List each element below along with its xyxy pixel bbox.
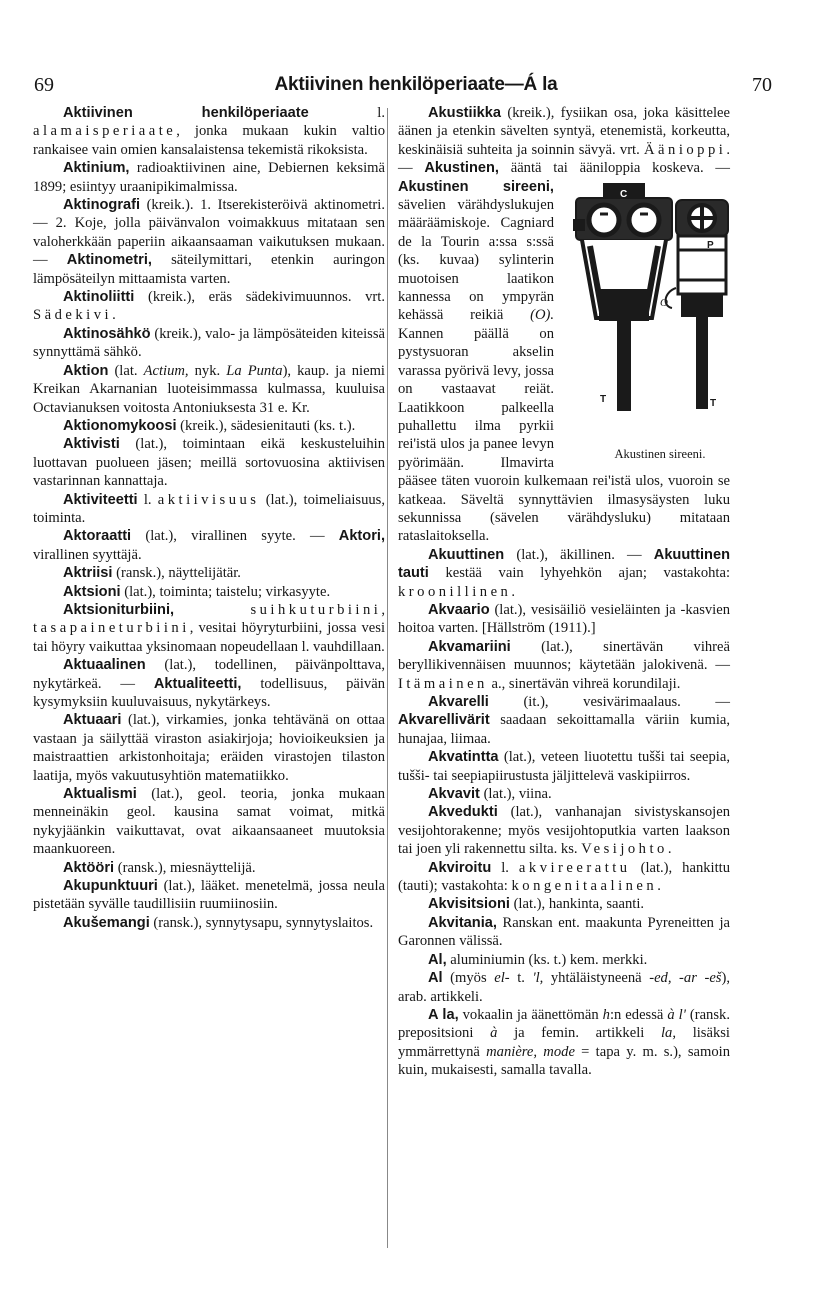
entry-subheadword: Akvarellivärit — [398, 712, 490, 729]
entry-text — [174, 602, 250, 618]
dictionary-entry — [398, 104, 730, 546]
entry-headword: Akvisitsioni — [428, 896, 510, 913]
dictionary-entry — [398, 785, 730, 803]
entry-text: (lat.), äkillinen. — — [504, 546, 654, 563]
entry-subheadword: Aktualiteetti, — [153, 675, 242, 692]
dictionary-entry — [33, 877, 385, 914]
entry-text: (lat.), hankittu (tauti); vastakohta: — [398, 859, 731, 895]
dictionary-entry — [33, 656, 385, 711]
entry-headword: Aktivisti — [63, 436, 120, 453]
entry-italic-term: (O). — [530, 307, 554, 324]
entry-spaced-term: Äänioppi — [644, 141, 727, 158]
entry-text: . — [657, 878, 661, 895]
entry-text: l. — [137, 491, 158, 508]
dictionary-entry — [33, 104, 385, 159]
entry-italic-term: la, — [661, 1025, 676, 1042]
entry-text: yhtäläistyneenä — [543, 970, 650, 987]
dictionary-entry — [33, 564, 385, 582]
entry-text: radioaktiivinen aine, Debiernen keksimä 1899; esiintyy uraanipikimalmissa. — [33, 160, 385, 195]
entry-text: (lat.), viina. — [479, 786, 552, 803]
dictionary-entry — [33, 362, 385, 417]
entry-text: (ransk.), näyttelijätär. — [112, 565, 241, 582]
entry-text: vokaalin ja äänettömän — [458, 1006, 603, 1023]
entry-italic-term: Actium, — [143, 362, 189, 379]
entry-text: (ransk.), miesnäyttelijä. — [114, 859, 256, 876]
entry-subheadword: Aktori, — [338, 528, 385, 545]
left-column — [33, 104, 385, 932]
entry-text: (it.), vesivärimaalaus. — — [488, 694, 730, 710]
entry-headword: Akuuttinen — [428, 546, 505, 563]
entry-headword: Aktiviteetti — [63, 491, 138, 508]
entry-spaced-term: alamaisperiaate — [33, 123, 177, 140]
dictionary-entry — [33, 601, 385, 656]
entry-text: (lat.), vanhanajan sivistyskansojen vesijohtorakenne; myös vesijohtoputkia varten laakson tai joen yli rakennettu silta. ks. — [398, 804, 730, 858]
column-divider — [387, 108, 388, 1248]
entry-headword: Al, — [428, 951, 447, 968]
entry-italic-term: à — [490, 1025, 498, 1042]
entry-text: saadaan sekoittamalla väriin kumia, hunajaa, liimaa. — [398, 712, 730, 747]
entry-text: (ransk.), synnytysapu, synnytyslaitos. — [149, 914, 374, 931]
entry-text: (lat.), todellinen, päivänpolttava, nykytärkeä. — — [33, 657, 385, 692]
dictionary-entry — [33, 159, 385, 196]
dictionary-entry — [33, 785, 385, 859]
entry-text: ), kaup. ja niemi Kreikan Akarnanian luoteisimmassa kulmassa, kuuluisa Octavianuksen voitosta Antoniuksesta 31 e. Kr. — [33, 362, 385, 416]
entry-headword: Aktualismi — [63, 786, 137, 803]
figure-label-o: O — [660, 296, 668, 309]
entry-text: , jonka mukaan kukin valtio rankaisee vain omien kansalaistensa tekemistä rikoksista. — [33, 123, 385, 158]
entry-text: (kreik.). 1. Itserekisteröivä aktinometri. — 2. Koje, jolla päivänvalon voimakkuus mitataan sen valoherkkään paperiin aikaansaaman vaikutuksen mukaan. — — [33, 197, 385, 269]
entry-headword: Akvamariini — [428, 638, 511, 655]
dictionary-entry — [33, 435, 385, 490]
entry-spaced-term: tasapaineturbiini — [33, 620, 190, 637]
running-header-title: Aktiivinen henkilöperiaate—Á la — [274, 74, 558, 95]
dictionary-entry — [33, 417, 385, 435]
entry-text: = tapa y. m. s.), samoin kuin, mukaisesti, samalla tavalla. — [398, 1043, 730, 1079]
entry-spaced-term: kongenitaalinen — [511, 878, 658, 895]
entry-text: l. — [491, 859, 519, 876]
dictionary-entry — [398, 803, 730, 858]
entry-spaced-term: aktiivisuus — [157, 491, 260, 508]
entry-text: (lat.), lääket. menetelmä, jossa neula pistetään syvälle taudillisiin ruumiinosiin. — [33, 878, 385, 913]
entry-headword: Aktionomykoosi — [63, 417, 177, 434]
dictionary-entry — [33, 491, 385, 528]
entry-italic-term: h — [602, 1006, 610, 1023]
dictionary-entry — [33, 325, 385, 362]
entry-headword: Aktoraatti — [63, 528, 132, 545]
entry-headword: Aktsioniturbiini, — [63, 601, 175, 618]
entry-italic-term: 'l, — [532, 970, 544, 987]
dictionary-entry — [33, 711, 385, 785]
entry-text: . — [667, 841, 672, 858]
entry-headword: Akvedukti — [428, 804, 498, 821]
entry-text: (lat.), veteen liuotettu tušši tai seepia, tušši- tai seepiapiirustusta jäljittelevä vaskipiirros. — [398, 749, 730, 784]
dictionary-entry — [398, 969, 730, 1006]
dictionary-entry — [398, 914, 730, 951]
dictionary-entry — [33, 527, 385, 564]
entry-subheadword: Aktinometri, — [66, 252, 152, 269]
entry-text: (lat.), toiminta; taistelu; virkasyyte. — [120, 583, 331, 600]
dictionary-entry — [33, 914, 385, 932]
entry-text: . — [112, 307, 116, 324]
entry-headword: Akustiikka — [428, 105, 502, 121]
dictionary-entry — [33, 288, 385, 325]
entry-text: (lat.), virkamies, jonka tehtävänä on ottaa vastaan ja säilyttää viraston asiakirjoja; hovioikeuksien ja maistraattien arkistonhoitaja; eräiden virastojen tilaston laatija, myös vakuutusyhtiön matematiikko. — [33, 712, 385, 784]
entry-italic-term: el- — [494, 970, 510, 987]
entry-text: (lat.), hankinta, saanti. — [509, 896, 645, 913]
entry-text: Ranskan ent. maakunta Pyreneitten ja Garonnen välissä. — [398, 914, 730, 950]
entry-text: (ransk. prepositsioni — [398, 1006, 730, 1042]
entry-italic-term: La Punta — [226, 362, 283, 379]
entry-italic-term: -ed, -ar -eš — [649, 970, 722, 987]
dictionary-entry — [398, 546, 730, 601]
entry-text: (kreik.), valo- ja lämpösäteiden kiteissä synnyttämä sähkö. — [33, 325, 385, 361]
entry-text: (myös — [442, 970, 495, 987]
entry-text: , vesitai höyryturbiini, jossa vesi tai höyry vaikuttaa yksinomaan nopeudellaan l. vauhdillaan. — [33, 620, 385, 655]
entry-spaced-term: suihkuturbiini — [250, 601, 382, 618]
entry-text: (kreik.), fysiikan osa, joka käsittelee äänen ja etenkin sävelten syntyä, etenemistä, korkeutta, keskinäisiä suhteita ja soinnin sävyä. vrt. — [398, 105, 730, 158]
entry-text: (lat.), sinertävän vihreä beryllikivennäisen muunnos; käytetään jalokivenä. — — [398, 638, 730, 674]
entry-text: sävelien värähdyslukujen määräämiskoje. Cagniard de la Tourin a:ssa s:ssä (ks. kuvaa) sylinterin muotoisen laatikon kannessa on ympyrän kehässä reikiä — [398, 197, 554, 324]
entry-text: (lat.), geol. teoria, jonka mukaan menneinäkin geol. kausina samat voimat, mitkä nykyjäänkin vaikuttavat, ovat aikaansaaneet muutoksia maankuoreen. — [33, 786, 385, 858]
entry-text: ), arab. artikkeli. — [398, 970, 730, 1005]
entry-text: todellisuus, päivän kysymyksiin kuuluvaisuus, nykytärkeys. — [33, 675, 386, 710]
entry-text: t. — [509, 970, 533, 987]
entry-headword: Aktuaari — [63, 712, 122, 729]
entry-text: ja femin. artikkeli — [497, 1025, 661, 1042]
entry-italic-term: manière, mode — [486, 1043, 575, 1060]
dictionary-entry — [398, 748, 730, 785]
dictionary-entry — [398, 638, 730, 693]
entry-spaced-term: akvireerattu — [518, 859, 631, 876]
dictionary-entry — [398, 1006, 730, 1080]
entry-headword: Aktriisi — [63, 565, 113, 582]
entry-spaced-term: Sädekivi — [33, 307, 113, 324]
entry-headword: Akvavit — [428, 786, 480, 803]
entry-headword: Akušemangi — [63, 914, 150, 931]
entry-subheadword: Akuuttinen tauti — [398, 546, 730, 582]
entry-headword: Akvitania, — [428, 914, 497, 931]
entry-text: (kreik.), sädesienitauti (ks. t.). — [176, 417, 356, 434]
entry-text: :n edessä — [609, 1006, 668, 1023]
acoustic-siren-figure — [560, 180, 730, 464]
entry-text: säteilymittari, etenkin auringon lämpösäteilyn mittaamista varten. — [33, 252, 385, 287]
page-number-left: 69 — [34, 74, 54, 96]
dictionary-entry — [33, 859, 385, 877]
entry-headword: Akvaario — [428, 601, 490, 618]
entry-text: (lat. — [108, 362, 144, 379]
entry-headword: Aktinografi — [63, 197, 141, 214]
entry-text: . — [511, 583, 515, 600]
figure-label-t-right: T — [710, 397, 717, 409]
entry-spaced-term: Vesijohto — [581, 841, 668, 858]
entry-headword: Akvatintta — [428, 749, 499, 766]
entry-subheadword: Akustinen sireeni, — [398, 178, 554, 195]
entry-italic-term: à l' — [667, 1006, 686, 1023]
entry-headword: Akupunktuuri — [63, 878, 158, 895]
figure-caption: Akustinen sireeni. — [614, 447, 706, 462]
entry-headword: A la, — [428, 1006, 459, 1023]
page-number-right: 70 — [752, 74, 772, 96]
acoustic-siren-illustration — [560, 180, 730, 442]
entry-subheadword: Akustinen, — [424, 160, 499, 177]
entry-spaced-term: kroonillinen — [398, 583, 512, 600]
entry-text: virallinen syyttäjä. — [33, 546, 142, 563]
entry-headword: Al — [428, 970, 443, 987]
entry-headword: Aktinosähkö — [63, 325, 151, 342]
entry-text: ääntä tai ääniloppia koskeva. — — [498, 160, 730, 177]
dictionary-entry — [398, 601, 730, 638]
entry-text: (lat.), toimintaan eikä keskusteluihin luottavan puolueen jäsen; meillä sortovuosina aktiivisen vastarinnan kannattaja. — [33, 436, 385, 490]
dictionary-entry — [398, 859, 730, 896]
dictionary-entry — [33, 583, 385, 601]
entry-headword: Aktuaalinen — [63, 657, 146, 674]
entry-text: . — — [398, 141, 730, 177]
entry-text: l. — [308, 105, 385, 121]
entry-text: (lat.), toimeliaisuus, toiminta. — [33, 491, 385, 526]
entry-headword: Aktinium, — [63, 160, 130, 177]
dictionary-entry — [33, 196, 385, 288]
figure-label-c: C — [620, 188, 628, 200]
entry-headword: Aktööri — [63, 859, 115, 876]
entry-text: (lat.), vesisäiliö vesieläinten ja -kasvien hoitoa varten. [Hällström (1911).] — [398, 601, 730, 637]
entry-headword: Aktiivinen henkilöperiaate — [63, 105, 309, 121]
entry-text: aluminiumin (ks. t.) kem. merkki. — [446, 951, 648, 968]
entry-text: (kreik.), eräs sädekivimuunnos. vrt. — [134, 289, 385, 306]
entry-headword: Aktsioni — [63, 583, 121, 600]
right-column — [398, 104, 730, 1080]
dictionary-entry — [398, 895, 730, 913]
entry-text: (lat.), virallinen syyte. — — [131, 528, 339, 545]
figure-label-p: P — [707, 239, 714, 251]
entry-text: tä synnyttävien ilmasysäysten luku sekunnissa (sävelen värähdysluku) mitataan rataslaitoksella. — [398, 491, 730, 545]
entry-headword: Aktion — [63, 362, 109, 379]
entry-headword: Akviroitu — [428, 859, 492, 876]
dictionary-entry — [398, 693, 730, 748]
entry-text: a., sinertävän vihreä korundilaji. — [487, 675, 681, 692]
entry-headword: Aktinoliitti — [63, 289, 135, 306]
entry-text: kestää vain lyhyehkön ajan; vastakohta: — [428, 565, 730, 582]
dictionary-entry — [398, 951, 730, 969]
entry-headword: Akvarelli — [428, 694, 489, 710]
entry-text: Kannen päällä on pystysuoran akselin varassa pyörivä levy, jossa on vastaavat reiät. Laatikkoon palkeella puhallettu ilma pyrkii rei'istä ulos ja panee levyn pyörimään. Ilmavirta pääsee täten vuoroin kulkemaan rei'istä ulos, vuoroin se katkeaa. Sävel — [398, 325, 730, 508]
entry-text: nyk. — [188, 362, 227, 379]
entry-text: lisäksi ymmärrettynä — [398, 1025, 730, 1060]
figure-label-t-left: T — [600, 393, 607, 405]
entry-spaced-term: Itämainen — [398, 675, 488, 692]
entry-text: , — [381, 601, 385, 618]
